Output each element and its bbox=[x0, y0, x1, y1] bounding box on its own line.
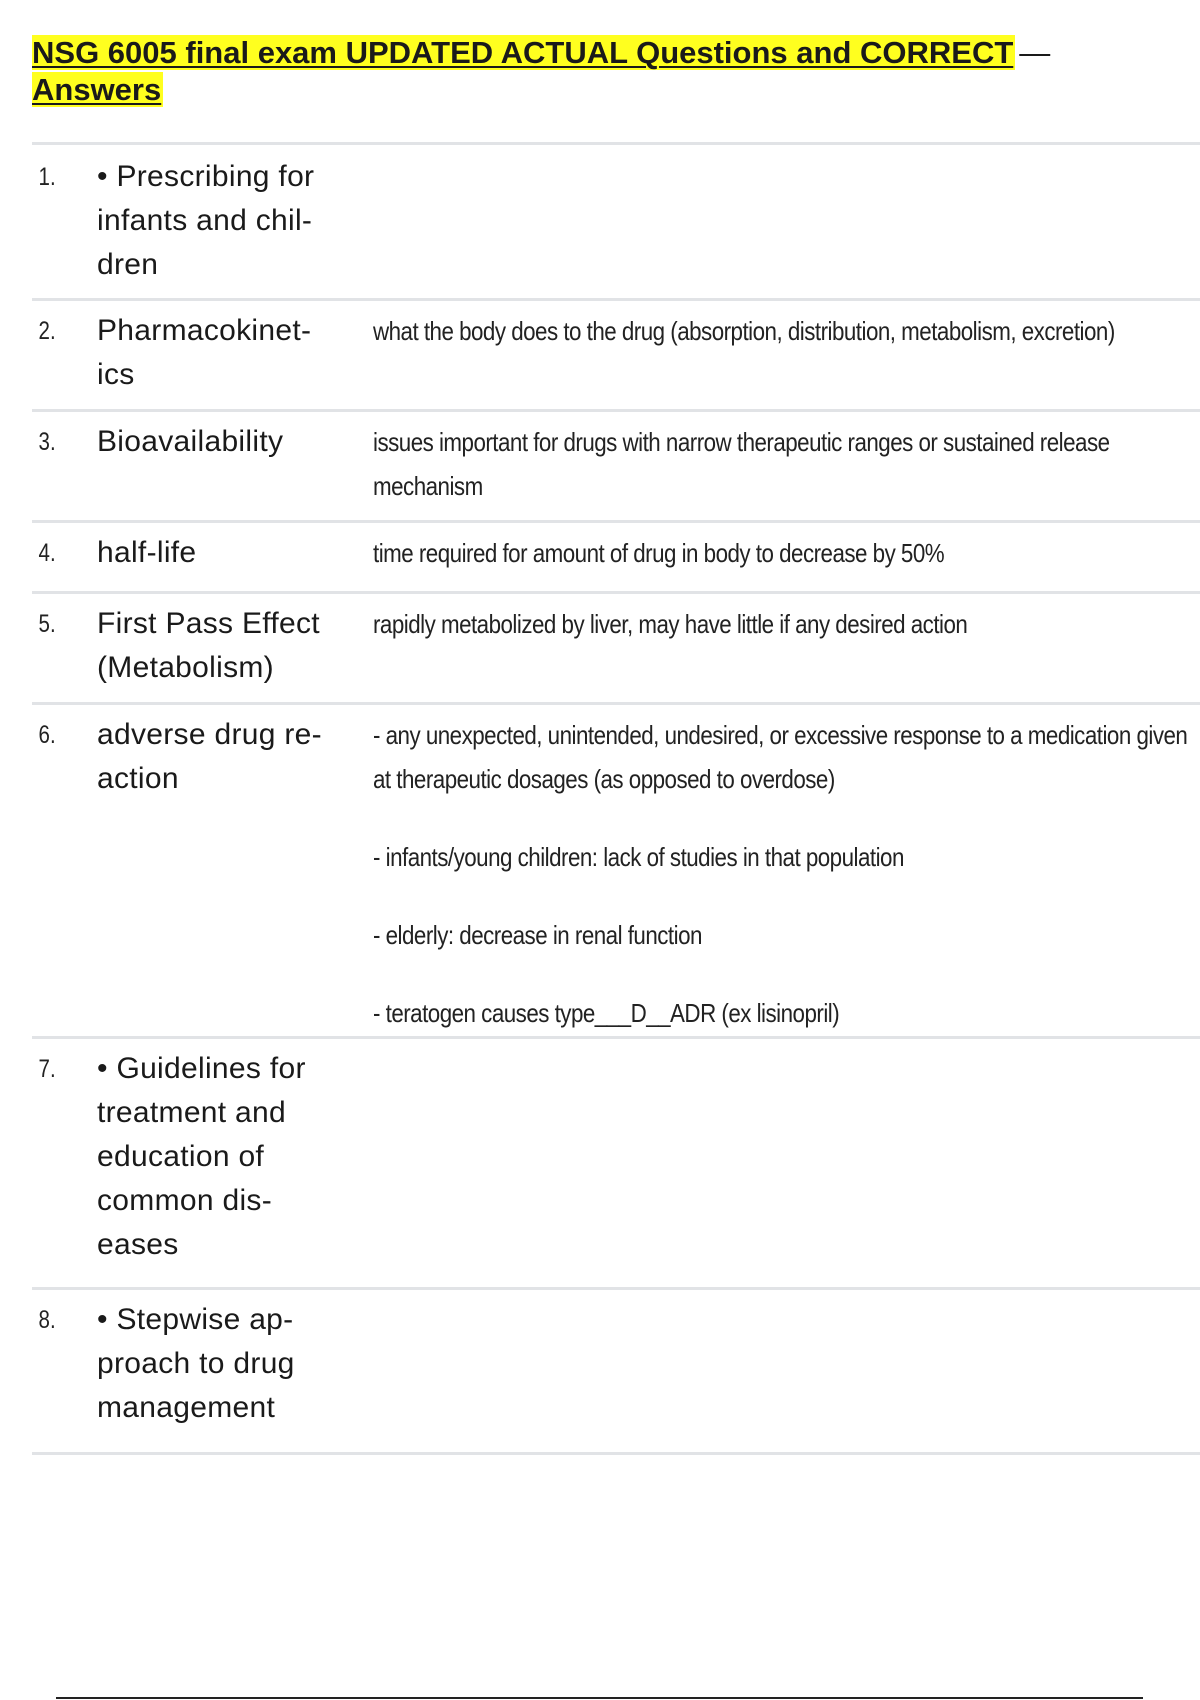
definition-paragraph: - infants/young children: lack of studies in that population bbox=[373, 842, 904, 872]
row-definition bbox=[370, 301, 1200, 409]
row-term-display: adverse drug re- action bbox=[97, 718, 322, 795]
row-definition bbox=[370, 1290, 1200, 1452]
row-number: 3. bbox=[38, 428, 56, 456]
qa-row bbox=[32, 145, 1200, 301]
qa-row bbox=[32, 301, 1200, 412]
row-definition bbox=[370, 523, 1200, 591]
row-number: 7. bbox=[38, 1055, 56, 1083]
row-definition bbox=[370, 1039, 1200, 1287]
row-term-display: • Stepwise ap- proach to drug management bbox=[97, 1303, 295, 1424]
row-number: 5. bbox=[38, 610, 56, 638]
qa-row bbox=[32, 412, 1200, 523]
document-title bbox=[32, 34, 1152, 108]
title-line-1: NSG 6005 final exam UPDATED ACTUAL Questions and CORRECT bbox=[32, 35, 1014, 70]
row-term-display: • Prescribing for infants and chil- dren bbox=[97, 160, 315, 281]
qa-row bbox=[32, 1290, 1200, 1455]
row-term bbox=[97, 523, 370, 591]
row-term-display: half-life bbox=[97, 536, 197, 569]
row-term bbox=[97, 1290, 370, 1452]
title-dash: — bbox=[1019, 35, 1051, 70]
row-definition bbox=[370, 145, 1200, 298]
definition-paragraph: what the body does to the drug (absorption, distribution, metabolism, excretion) bbox=[373, 316, 1115, 346]
row-term bbox=[97, 301, 370, 409]
title-line-2: Answers bbox=[32, 72, 162, 107]
row-term bbox=[97, 705, 370, 1036]
footer-rule bbox=[56, 1697, 1143, 1699]
row-definition bbox=[370, 705, 1200, 1036]
qa-row bbox=[32, 523, 1200, 594]
row-term-display: Pharmacokinet- ics bbox=[97, 314, 312, 391]
row-term bbox=[97, 145, 370, 298]
definition-paragraph: time required for amount of drug in body to decrease by 50% bbox=[373, 538, 945, 568]
definition-paragraph: - elderly: decrease in renal function bbox=[373, 920, 702, 950]
definition-paragraph: - any unexpected, unintended, undesired, or excessive response to a medication given at therapeutic dosages (as opposed to overdose) bbox=[373, 720, 1188, 794]
definition-paragraph: rapidly metabolized by liver, may have little if any desired action bbox=[373, 609, 968, 639]
document-page bbox=[32, 34, 1200, 1424]
qa-row bbox=[32, 1039, 1200, 1290]
row-number: 6. bbox=[38, 721, 56, 749]
row-term-display: Bioavailability bbox=[97, 425, 284, 458]
row-term bbox=[97, 1039, 370, 1287]
definition-paragraph: - teratogen causes type___D__ADR (ex lisinopril) bbox=[373, 998, 840, 1028]
row-term-display: • Guidelines for treatment and education of common dis- eases bbox=[97, 1052, 306, 1261]
row-number: 8. bbox=[38, 1306, 56, 1334]
qa-table bbox=[32, 142, 1200, 1455]
row-number: 4. bbox=[38, 539, 56, 567]
row-term bbox=[97, 594, 370, 702]
definition-paragraph: issues important for drugs with narrow therapeutic ranges or sustained release mechanism bbox=[373, 427, 1110, 501]
qa-row bbox=[32, 594, 1200, 705]
row-number: 2. bbox=[38, 317, 56, 345]
row-term-display: First Pass Effect (Metabolism) bbox=[97, 607, 320, 684]
row-definition bbox=[370, 594, 1200, 702]
row-number: 1. bbox=[38, 163, 56, 191]
row-definition bbox=[370, 412, 1200, 520]
qa-row bbox=[32, 705, 1200, 1039]
row-term bbox=[97, 412, 370, 520]
